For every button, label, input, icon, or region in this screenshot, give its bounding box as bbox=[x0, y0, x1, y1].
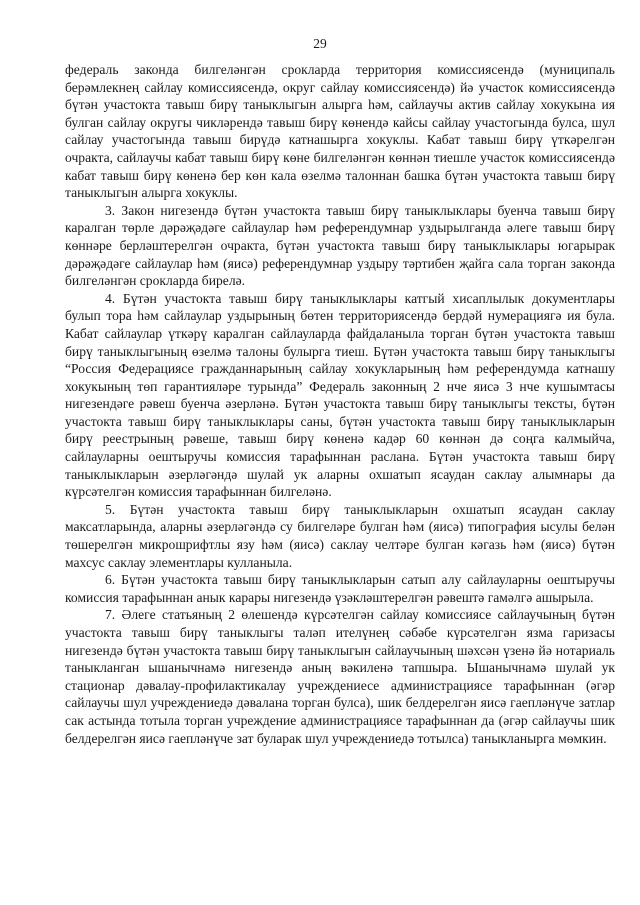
paragraph-5: 5. Бүтән участокта тавыш бирү таныклыкларын охшатып ясаудан саклау максатларында, аларны әзерләгәндә су билгеләре булган һәм (яисә) типография ысулы белән төшерелгән микрошрифтлы язу һәм (яисә) саклау челтәре булган кәгазь һәм (яисә) бүтән махсус саклау элементлары кулланыла. bbox=[65, 501, 615, 570]
document-body bbox=[65, 61, 615, 747]
page-number: 29 bbox=[313, 36, 327, 51]
paragraph-3: 3. Закон нигезендә бүтән участокта тавыш бирү таныклыклары буенча тавыш бирү каралган төрле дәрәҗәдәге сайлаулар һәм референдумнар уздырылганда әлеге тавыш бирү көннәре берләштерелгән очракта, бүтән участокта тавыш бирү таныклыклары югарырак дәрәҗәдәге сайлаулар һәм (яисә) референдумнар уздыру тәртибен җайга сала торган законда билгеләнгән срокларда бирелә. bbox=[65, 202, 615, 289]
paragraph-7: 7. Әлеге статьяның 2 өлешендә күрсәтелгән сайлау комиссиясе сайлаучының бүтән участокта тавыш бирү таныклыгы таләп ителүнең сәбәбе күрсәтелгән язма гаризасы нигезендә бүтән участокта тавыш бирү таныклыгын сайлаучының шәхсән үзенә йә нотариаль таныкланган ышанычнамә нигезендә аның вәкиленә тапшыра. Ышанычнамә шулай ук стационар дәвалау-профилактикалау учреждениесе администрациясе тарафыннан (әгәр сайлаучы шул учреждениедә дәвалана торган булса), шик белдерелгән яисә гаепләнүче затлар сак астында тотыла торган учреждение администрациясе тарафыннан да (әгәр сайлаучы шик белдерелгән яисә гаепләнүче зат буларак шул учреждениедә тотылса) таныкланырга мөмкин. bbox=[65, 607, 615, 746]
paragraph-continuation: федераль законда билгеләнгән срокларда территория комиссиясендә (муниципаль берәмлекнең сайлау комиссиясендә, округ сайлау комиссиясендә) йә участок комиссиясендә бүтән участокта тавыш бирү таныклыгын алырга һәм, сайлаучы актив сайлау хокукына ия булган сайлау округы чикләрендә тавыш бирү көнендә кайсы сайлау участогында булса, шул сайлау участогында тавыш бирүдә катнашырга хокуклы. Кабат тавыш бирү үткәрелгән очракта, сайлаучы кабат тавыш бирү көне билгеләнгән көннән тиешле участок комиссиясендә кабат тавыш бирү көненә бер көн кала өзелмә талоннан башка бүтән участокта тавыш бирү таныклыгын алырга хокуклы. bbox=[65, 62, 615, 201]
paragraph-4: 4. Бүтән участокта тавыш бирү таныклыклары катгый хисаплылык документлары булып тора һәм сайлаулар уздырының бөтен территориясендә бердәй нумерациягә ия була. Кабат сайлаулар үткәрү каралган сайлауларда файдаланыла торган бүтән участокта тавыш бирү таныклыгының өзелмә талоны булырга тиеш. Бүтән участокта тавыш бирү таныклыгы “Россия Федерациясе гражданнарының сайлау хокукларының һәм референдумда катнашу хокукының төп гарантияләре турында” Федераль законның 2 нче яисә 3 нче кушымтасы нигезендәге рәвеш буенча әзерләнә. Бүтән участокта тавыш бирү таныклыгы тексты, бүтән участокта тавыш бирү таныклыклары саны, бүтән участокта тавыш бирү таныклыкларын бирү реестрының рәвеше, тавыш бирү көненә кадәр 60 көннән дә соңга калмыйча, сайлауларны оештыручы комиссия тарафыннан раслана. Бүтән участокта тавыш бирү таныклыкларын әзерләгәндә шулай ук аларны охшатып ясаудан саклау алымнары да күрсәтелгән комиссия тарафыннан билгеләнә. bbox=[65, 290, 615, 500]
paragraph-6: 6. Бүтән участокта тавыш бирү таныклыкларын сатып алу сайлауларны оештыручы комиссия тарафыннан анык карары нигезендә үзәкләштерелгән рәвештә гамәлгә ашырыла. bbox=[65, 572, 615, 605]
